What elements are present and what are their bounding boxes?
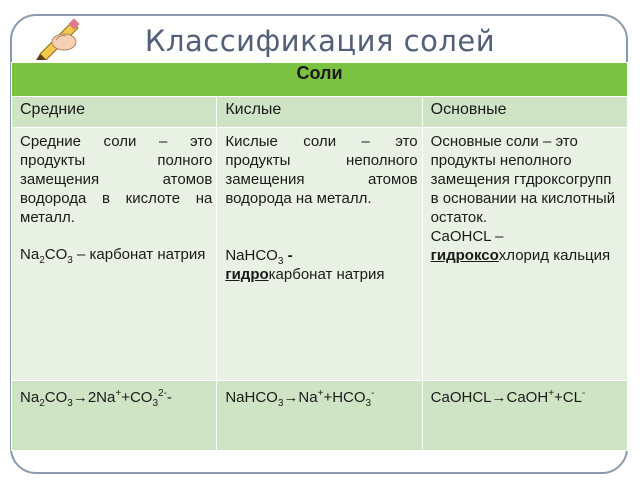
- cell-acid-description: [217, 128, 422, 381]
- acid-example: NaHCO$_3$ - гидрокарбонат натрия: [225, 247, 385, 283]
- column-header-middle: Средние: [12, 97, 217, 128]
- equation-acid: $NaHCO_3\to Na^++HCO_3^-$: [217, 381, 422, 451]
- basic-definition: Основные соли – это продукты неполного замещения гтдроксогрупп в основании на кислотный остаток.: [430, 133, 616, 226]
- equation-basic: CaOHCL→CaOH++CL-: [422, 381, 627, 451]
- page-title: Классификация солей: [144, 24, 496, 58]
- basic-example: CaOHCL – гидроксохлорид кальция: [430, 228, 611, 264]
- acid-definition: Кислые соли – это продукты неполного замещения атомов водорода на металл.: [225, 133, 418, 207]
- cell-basic-description: [422, 128, 627, 381]
- middle-example: $Na_2CO_3$ – карбонат натрия: [20, 246, 206, 266]
- cell-middle-description: [12, 128, 217, 381]
- table-header: Соли: [12, 63, 628, 97]
- middle-definition: Средние соли – это продукты полного замещения атомов водорода в кислоте на металл.: [20, 133, 213, 226]
- column-header-basic: Основные: [422, 97, 627, 128]
- equation-middle: $Na_2CO_3\to 2Na^++CO_3^{2-}-$: [12, 381, 217, 451]
- column-header-acid: Кислые: [217, 97, 422, 128]
- salts-table: [11, 62, 628, 451]
